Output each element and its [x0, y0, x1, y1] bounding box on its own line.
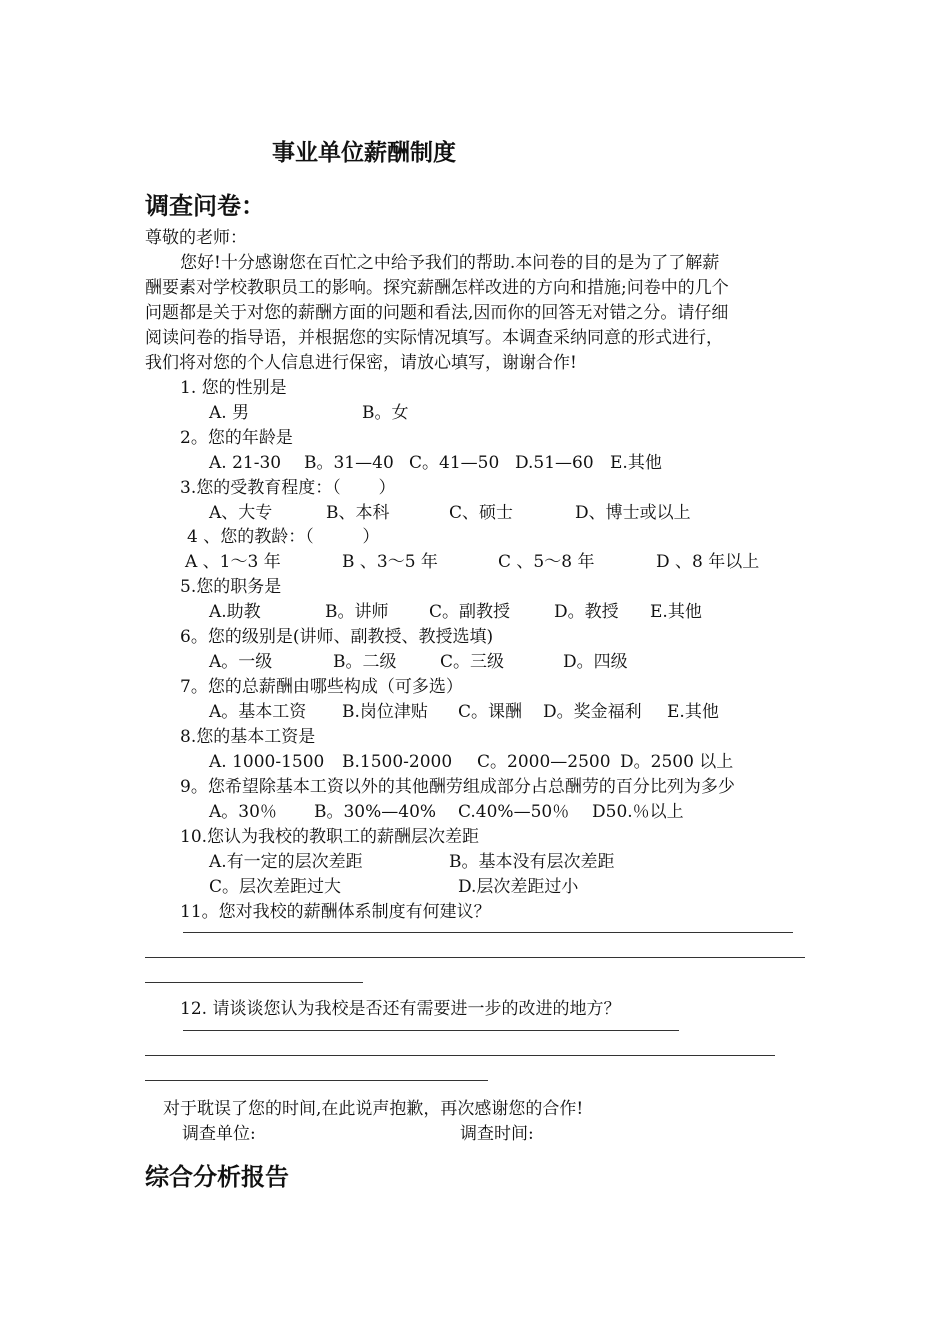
survey-time-label: 调查时间: — [460, 1124, 534, 1144]
answer-line — [145, 982, 363, 983]
section-heading-survey: 调查问卷： — [145, 192, 265, 220]
section-heading-report: 综合分析报告 — [145, 1163, 289, 1191]
option: B。基本没有层次差距 — [449, 852, 615, 872]
intro-line: 酬要素对学校教职员工的影响。探究薪酬怎样改进的方向和措施;问卷中的几个 — [145, 278, 729, 298]
answer-line — [145, 1080, 488, 1081]
document-title: 事业单位薪酬制度 — [272, 140, 456, 166]
survey-unit-label: 调查单位: — [182, 1124, 256, 1144]
question-5: 5.您的职务是 — [180, 577, 282, 597]
option: A. 男 — [209, 403, 250, 423]
option: B。讲师 — [325, 602, 389, 622]
intro-line: 问题都是关于对您的薪酬方面的问题和看法,因而你的回答无对错之分。请仔细 — [145, 303, 729, 323]
answer-line — [183, 932, 793, 933]
option: D.层次差距过小 — [458, 877, 579, 897]
intro-line: 阅读问卷的指导语，并根据您的实际情况填写。本调查采纳同意的形式进行， — [145, 328, 723, 348]
option: D。2500 以上 — [620, 752, 734, 772]
greeting: 尊敬的老师： — [145, 228, 247, 248]
option: B。31—40 — [304, 453, 394, 473]
question-1: 1. 您的性别是 — [180, 378, 287, 398]
option: A 、1～3 年 — [185, 552, 281, 572]
option: A。一级 — [209, 652, 273, 672]
question-4: 4 、您的教龄：（ ） — [187, 527, 380, 547]
option: A、大专 — [209, 503, 273, 523]
question-2: 2。您的年龄是 — [180, 428, 293, 448]
option: B。30%—40% — [314, 802, 437, 822]
option: A. 1000-1500 — [209, 752, 325, 772]
option: B。女 — [362, 403, 409, 423]
option: D。奖金福利 — [543, 702, 642, 722]
answer-line — [183, 1030, 679, 1031]
option: C。课酬 — [458, 702, 523, 722]
option: E.其他 — [667, 702, 719, 722]
option: A。30％ — [209, 802, 277, 822]
answer-line — [145, 957, 805, 958]
option: D。四级 — [563, 652, 628, 672]
question-9: 9。您希望除基本工资以外的其他酬劳组成部分占总酬劳的百分比列为多少 — [180, 777, 735, 797]
option: C。2000—2500 — [477, 752, 611, 772]
question-8: 8.您的基本工资是 — [180, 727, 316, 747]
option: C。层次差距过大 — [209, 877, 342, 897]
option: B 、3～5 年 — [342, 552, 438, 572]
question-7: 7。您的总薪酬由哪些构成（可多选） — [180, 677, 463, 697]
question-6: 6。您的级别是(讲师、副教授、教授选填) — [180, 627, 494, 647]
answer-line — [145, 1055, 775, 1056]
option: C。三级 — [440, 652, 505, 672]
question-3: 3.您的受教育程度：（ ） — [180, 478, 396, 498]
question-10: 10.您认为我校的教职工的薪酬层次差距 — [180, 827, 480, 847]
question-11: 11。您对我校的薪酬体系制度有何建议？ — [180, 902, 491, 922]
option: D。教授 — [554, 602, 619, 622]
closing-text: 对于耽误了您的时间,在此说声抱歉，再次感谢您的合作! — [163, 1099, 584, 1119]
option: D.51—60 — [515, 453, 594, 473]
intro-line: 我们将对您的个人信息进行保密，请放心填写，谢谢合作! — [145, 353, 577, 373]
option: A. 21-30 — [209, 453, 282, 473]
option: B。二级 — [333, 652, 397, 672]
option: A.助教 — [209, 602, 261, 622]
option: D 、8 年以上 — [656, 552, 760, 572]
question-12: 12. 请谈谈您认为我校是否还有需要进一步的改进的地方？ — [180, 999, 621, 1019]
option: A。基本工资 — [209, 702, 307, 722]
option: D、博士或以上 — [575, 503, 691, 523]
option: E.其他 — [650, 602, 702, 622]
intro-line: 您好!十分感谢您在百忙之中给予我们的帮助.本问卷的目的是为了了解薪 — [180, 253, 720, 273]
option: D50.％以上 — [592, 802, 684, 822]
option: E.其他 — [610, 453, 662, 473]
option: C、硕士 — [449, 503, 514, 523]
option: B.岗位津贴 — [342, 702, 428, 722]
option: B、本科 — [326, 503, 390, 523]
option: C 、5～8 年 — [498, 552, 595, 572]
option: C。41—50 — [409, 453, 500, 473]
option: A.有一定的层次差距 — [209, 852, 363, 872]
option: C.40%—50％ — [458, 802, 570, 822]
option: C。副教授 — [429, 602, 511, 622]
option: B.1500-2000 — [342, 752, 453, 772]
